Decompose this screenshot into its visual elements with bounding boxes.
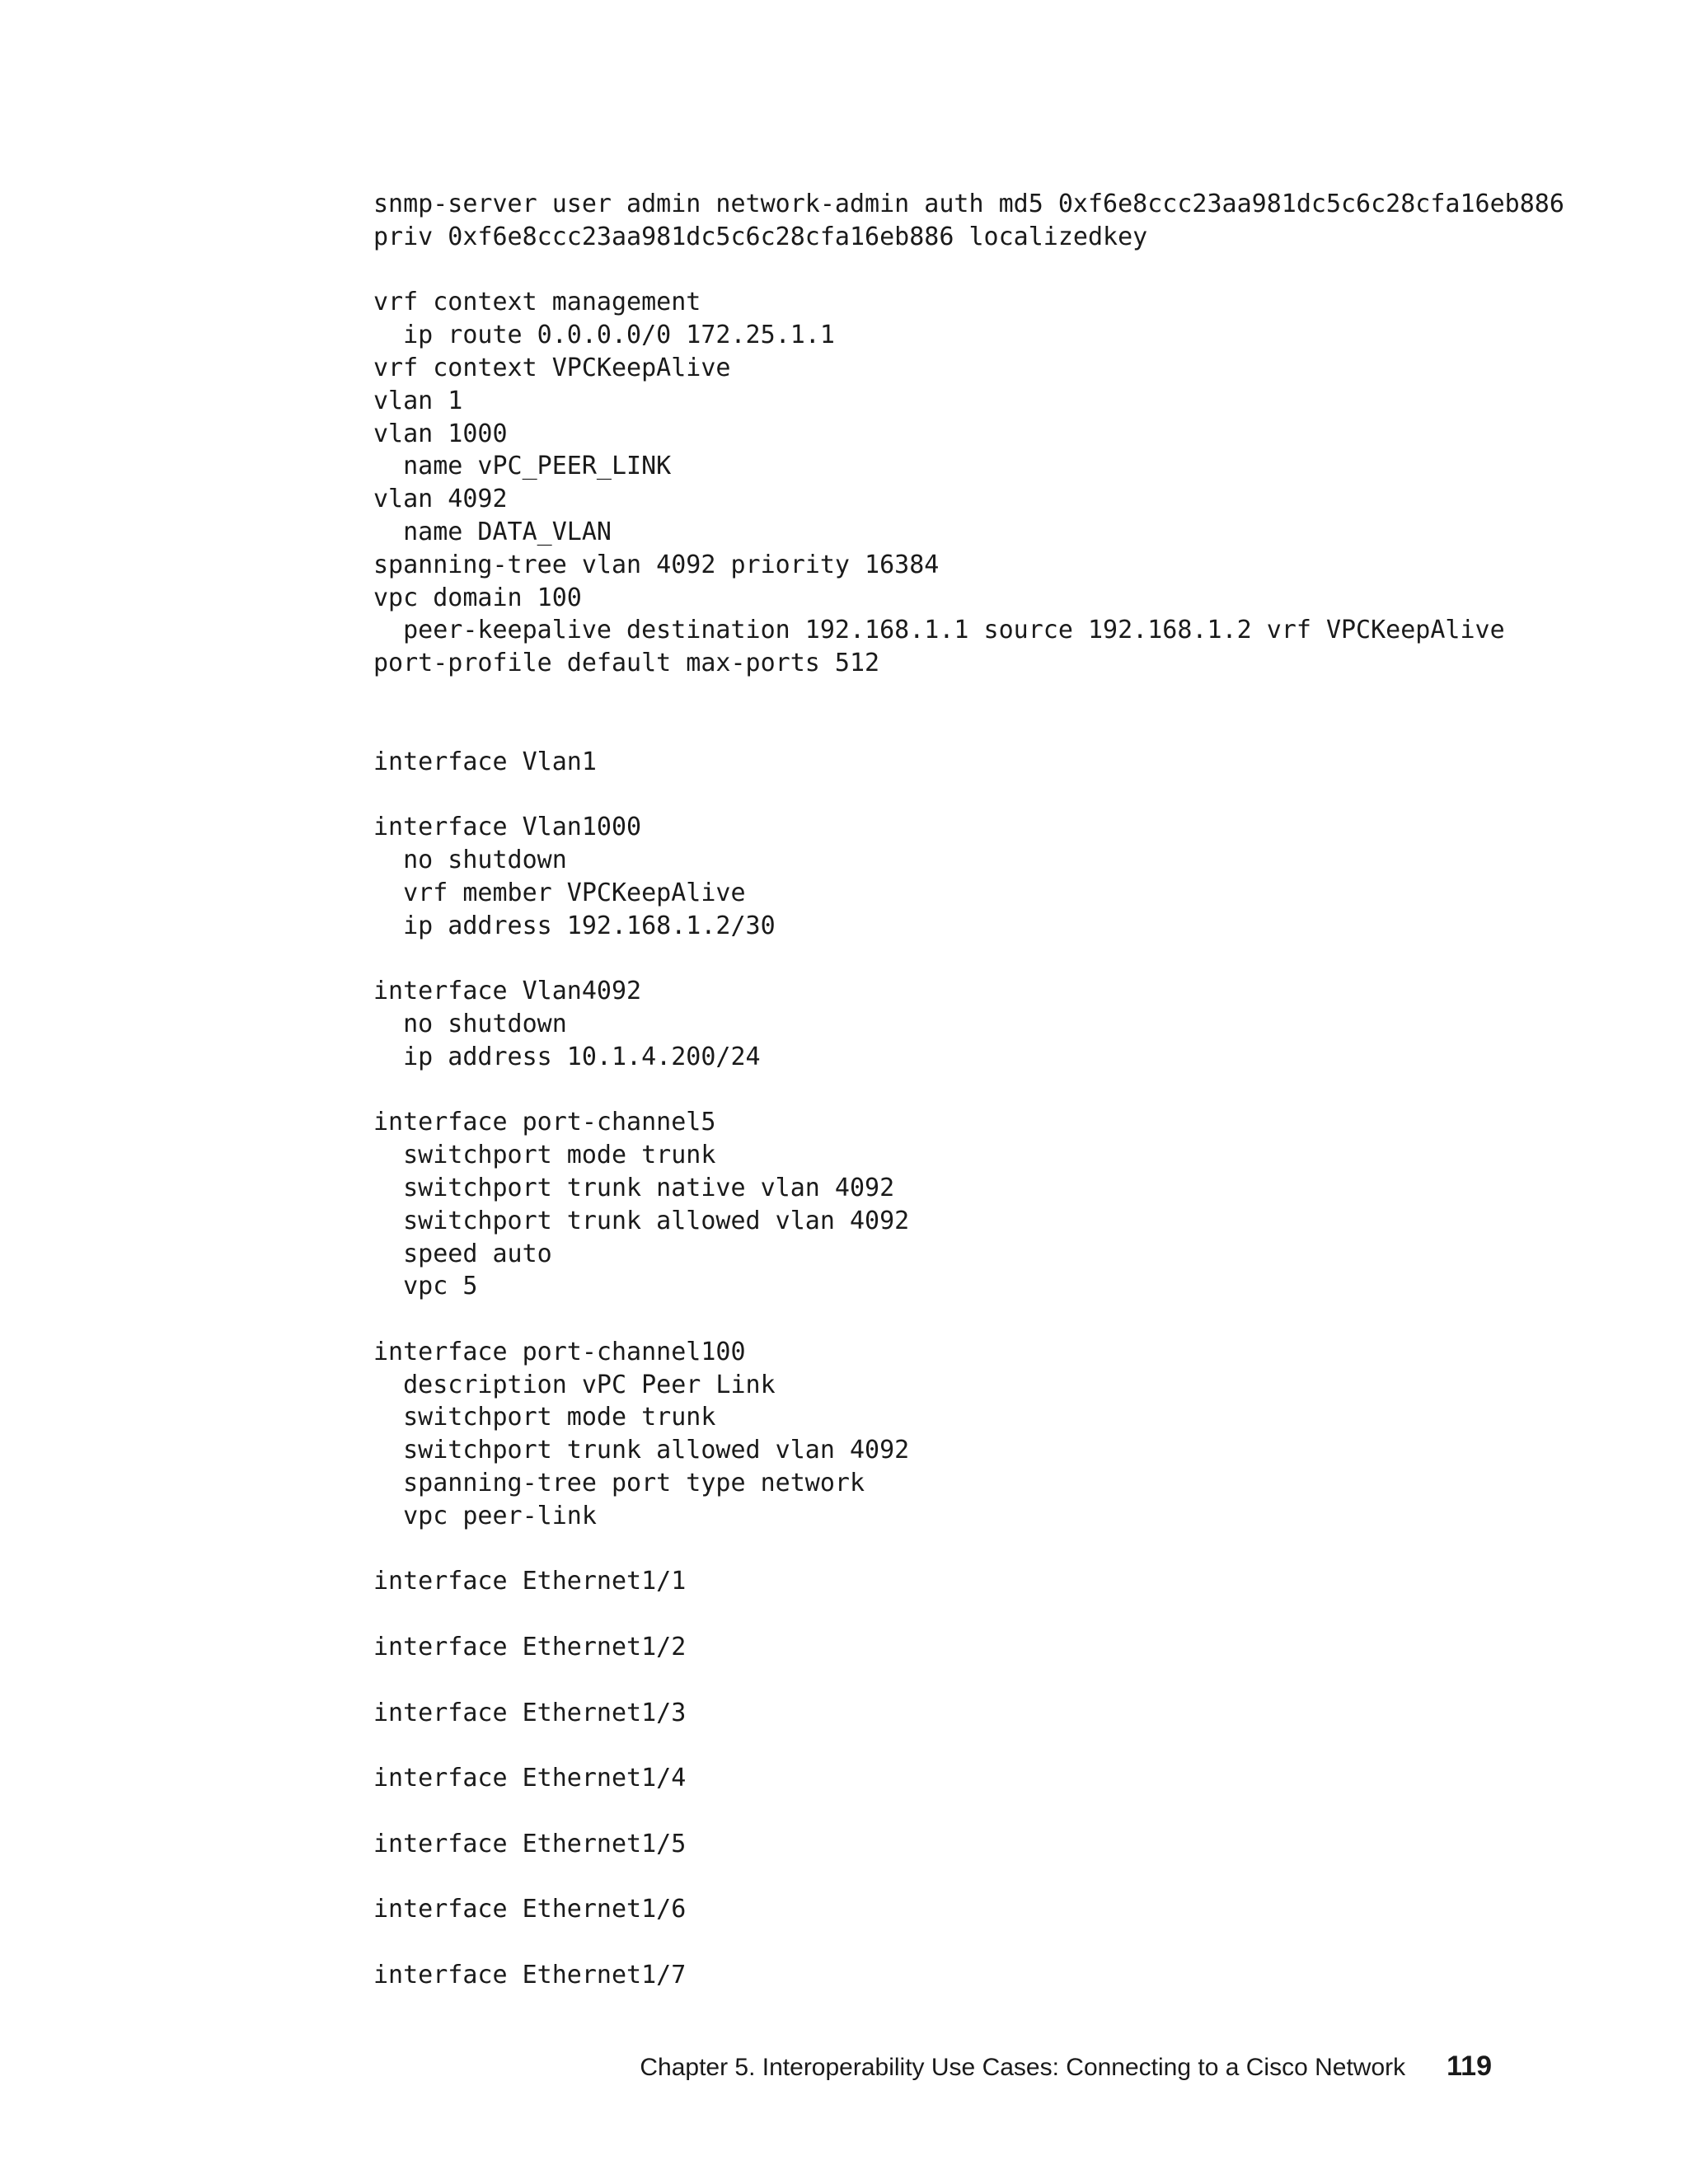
code-line: vrf member VPCKeepAlive [373,878,746,907]
code-line [373,942,1527,975]
code-line: vlan 1000 [373,419,508,448]
code-line: spanning-tree vlan 4092 priority 16384 [373,550,940,579]
code-line: interface Ethernet1/6 [373,1895,687,1924]
code-line: interface Ethernet1/3 [373,1698,687,1727]
code-line: switchport trunk allowed vlan 4092 [373,1206,910,1235]
code-line [373,713,1527,746]
code-line: ip route 0.0.0.0/0 172.25.1.1 [373,321,835,350]
code-line: vrf context management [373,288,701,317]
code-line [373,1598,1527,1631]
code-line: interface Vlan1 [373,747,597,776]
code-line: switchport mode trunk [373,1403,716,1432]
code-line: ip address 192.168.1.2/30 [373,911,776,940]
page-footer [640,2050,1492,2083]
code-line: interface Ethernet1/2 [373,1633,687,1662]
code-line: interface port-channel100 [373,1337,746,1366]
code-line [373,1533,1527,1566]
code-line [373,254,1527,287]
code-line: interface Vlan1000 [373,813,642,842]
footer-chapter-title: Chapter 5. Interoperability Use Cases: Connecting to a Cisco Network [640,2054,1406,2081]
code-line: speed auto [373,1239,552,1268]
code-line: port-profile default max-ports 512 [373,649,880,678]
code-line: peer-keepalive destination 192.168.1.1 source 192.168.1.2 vrf VPCKeepAlive [373,616,1505,645]
code-line: interface Ethernet1/4 [373,1764,687,1793]
code-line: interface port-channel5 [373,1108,716,1137]
code-line: no shutdown [373,1009,567,1038]
code-listing [373,188,1564,1992]
code-line [373,1303,1527,1336]
code-line [373,1795,1527,1828]
code-line: vrf context VPCKeepAlive [373,353,731,382]
code-line [373,778,1527,811]
code-line: vlan 1 [373,386,463,415]
code-line: name vPC_PEER_LINK [373,452,672,481]
code-line [373,1729,1527,1762]
code-line: interface Ethernet1/7 [373,1961,687,1990]
code-line: ip address 10.1.4.200/24 [373,1042,761,1071]
code-line: name DATA_VLAN [373,517,612,546]
code-line: spanning-tree port type network [373,1469,865,1498]
code-line: switchport mode trunk [373,1141,716,1170]
code-line [373,1926,1527,1959]
code-line: vpc 5 [373,1272,478,1301]
page-number: 119 [1447,2050,1492,2082]
code-line: priv 0xf6e8ccc23aa981dc5c6c28cfa16eb886 localizedkey [373,222,1148,251]
code-line [373,1664,1527,1697]
code-line [373,1861,1527,1894]
code-line: interface Vlan4092 [373,977,642,1006]
code-line [373,680,1527,713]
code-line: snmp-server user admin network-admin auth md5 0xf6e8ccc23aa981dc5c6c28cfa16eb886 [373,190,1564,218]
code-line [373,1074,1527,1107]
code-line: description vPC Peer Link [373,1370,776,1399]
code-line: no shutdown [373,845,567,874]
code-line: vlan 4092 [373,485,508,514]
code-line: interface Ethernet1/5 [373,1829,687,1858]
code-line: switchport trunk native vlan 4092 [373,1173,895,1202]
code-line: vpc domain 100 [373,583,582,612]
code-line: switchport trunk allowed vlan 4092 [373,1436,910,1465]
code-line: vpc peer-link [373,1501,597,1530]
code-line: interface Ethernet1/1 [373,1567,687,1596]
